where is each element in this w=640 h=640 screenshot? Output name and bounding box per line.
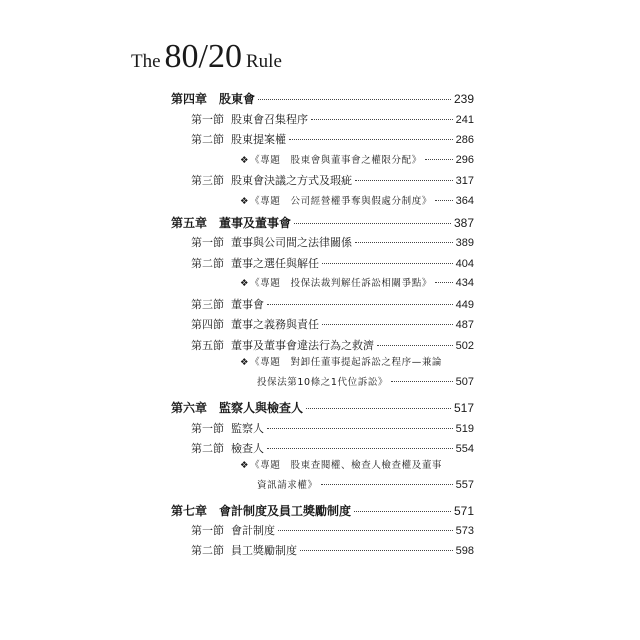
toc-entry-number: 第二節: [191, 133, 224, 146]
dot-leader: [321, 484, 453, 485]
toc-entry-label: [191, 255, 319, 271]
toc-entry-title: 《專題 股東查閱權、檢查人檢查權及董事: [250, 460, 443, 471]
toc-entry-title: 《專題 投保法裁判解任訴訟相關爭點》: [250, 278, 432, 289]
toc-page-number: 507: [455, 376, 474, 388]
diamond-bullet-icon: ❖: [240, 196, 250, 207]
toc-chapter-row[interactable]: [171, 502, 474, 519]
toc-entry-title: 董事及董事會: [219, 216, 292, 230]
toc-section-row[interactable]: [191, 316, 474, 332]
toc-section-row[interactable]: [191, 172, 474, 188]
toc-page-number: 387: [453, 216, 474, 230]
toc-page-number: 519: [455, 423, 474, 435]
toc-section-row[interactable]: [191, 131, 474, 147]
toc-entry-label: [191, 296, 264, 312]
toc-entry-label: [240, 354, 442, 368]
toc-entry-label: [191, 172, 352, 188]
dot-leader: [306, 408, 451, 409]
toc-page-number: 554: [455, 443, 474, 455]
toc-page-number: 389: [455, 237, 474, 249]
toc-entry-number: 第三節: [191, 298, 224, 311]
title-word-rule: Rule: [246, 51, 282, 72]
toc-section-row[interactable]: [191, 337, 474, 353]
toc-page-number: 404: [455, 258, 474, 270]
toc-entry-label: [191, 522, 275, 538]
toc-entry-label: [257, 374, 388, 388]
dot-leader: [278, 530, 453, 531]
toc-entry-label: [191, 111, 308, 127]
dot-leader: [391, 381, 453, 382]
toc-entry-label: [171, 214, 291, 231]
title-word-the: The: [131, 51, 161, 72]
toc-entry-title: 檢查人: [231, 442, 264, 455]
toc-chapter-row[interactable]: [171, 90, 474, 107]
toc-page-number: 286: [455, 134, 474, 146]
toc-entry-number: 第二節: [191, 442, 224, 455]
toc-section-row[interactable]: [191, 111, 474, 127]
toc-entry-title: 員工獎勵制度: [231, 544, 297, 557]
toc-page-number: 502: [455, 340, 474, 352]
toc-special-row[interactable]: [257, 477, 474, 491]
diamond-bullet-icon: ❖: [240, 155, 250, 166]
toc-page-number: 598: [455, 545, 474, 557]
toc-page-number: 571: [453, 504, 474, 518]
title-ratio: 80/20: [164, 38, 242, 75]
dot-leader: [267, 428, 453, 429]
toc-chapter-row[interactable]: [171, 399, 474, 416]
toc-entry-title: 董事會: [231, 298, 264, 311]
toc-entry-label: [171, 399, 303, 416]
toc-entry-title: 股東會: [219, 92, 256, 106]
toc-entry-number: 第三節: [191, 174, 224, 187]
toc-section-row[interactable]: [191, 234, 474, 250]
dot-leader: [267, 304, 453, 305]
toc-special-row[interactable]: [257, 374, 474, 388]
toc-page-number: 517: [453, 401, 474, 415]
toc-entry-number: 第一節: [191, 113, 224, 126]
toc-page-number: 296: [455, 154, 474, 166]
toc-entry-number: 第二節: [191, 257, 224, 270]
toc-section-row[interactable]: [191, 296, 474, 312]
toc-entry-title: 股東會決議之方式及瑕疵: [231, 174, 352, 187]
toc-entry-label: [191, 440, 264, 456]
dot-leader: [435, 282, 453, 283]
toc-page-number: 557: [455, 479, 474, 491]
dot-leader: [377, 345, 453, 346]
toc-special-row[interactable]: [240, 275, 474, 289]
toc-entry-title: 董事之義務與責任: [231, 318, 319, 331]
dot-leader: [311, 119, 453, 120]
dot-leader: [425, 159, 453, 160]
toc-special-row[interactable]: [240, 193, 474, 207]
dot-leader: [355, 242, 453, 243]
toc-entry-number: 第七章: [171, 504, 208, 518]
toc-entry-title: 監察人與檢查人: [219, 401, 304, 415]
toc-chapter-row[interactable]: [171, 214, 474, 231]
toc-entry-label: [191, 337, 374, 353]
toc-entry-label: [257, 477, 318, 491]
toc-page-number: 487: [455, 319, 474, 331]
toc-entry-number: 第一節: [191, 422, 224, 435]
toc-page-number: 239: [453, 92, 474, 106]
toc-entry-label: [191, 131, 286, 147]
toc-section-row[interactable]: [191, 440, 474, 456]
toc-entry-label: [240, 193, 432, 207]
toc-entry-label: [240, 152, 422, 166]
dot-leader: [322, 324, 453, 325]
toc-entry-number: 第一節: [191, 236, 224, 249]
diamond-bullet-icon: ❖: [240, 460, 250, 471]
dot-leader: [294, 223, 451, 224]
toc-entry-number: 第一節: [191, 524, 224, 537]
dot-leader: [300, 550, 453, 551]
toc-section-row[interactable]: [191, 420, 474, 436]
toc-entry-label: [191, 316, 319, 332]
toc-entry-number: 第四節: [191, 318, 224, 331]
toc-entry-title: 《專題 公司經營權爭奪與假處分制度》: [250, 196, 432, 207]
toc-page-number: 434: [455, 277, 474, 289]
toc-entry-title: 《專題 股東會與董事會之權限分配》: [250, 155, 422, 166]
toc-entry-title: 董事與公司間之法律關係: [231, 236, 352, 249]
toc-entry-title: 投保法第10條之1代位訴訟》: [257, 377, 389, 388]
toc-entry-number: 第四章: [171, 92, 208, 106]
dot-leader: [258, 99, 451, 100]
dot-leader: [267, 448, 453, 449]
toc-entry-label: [191, 542, 297, 558]
toc-page-number: 241: [455, 114, 474, 126]
toc-special-row[interactable]: [240, 354, 474, 368]
toc-entry-title: 董事及董事會違法行為之救濟: [231, 339, 374, 352]
toc-entry-number: 第二節: [191, 544, 224, 557]
toc-section-row[interactable]: [191, 542, 474, 558]
toc-entry-title: 監察人: [231, 422, 264, 435]
toc-entry-title: 《專題 對卸任董事提起訴訟之程序—兼論: [250, 357, 443, 368]
diamond-bullet-icon: ❖: [240, 357, 250, 368]
toc-entry-number: 第五章: [171, 216, 208, 230]
toc-entry-label: [240, 457, 442, 471]
toc-entry-label: [191, 420, 264, 436]
toc-entry-label: [191, 234, 352, 250]
dot-leader: [322, 263, 453, 264]
toc-page-number: 364: [455, 195, 474, 207]
dot-leader: [435, 200, 453, 201]
toc-entry-title: 會計制度: [231, 524, 275, 537]
toc-page-number: 317: [455, 175, 474, 187]
toc-entry-title: 資訊請求權》: [257, 480, 318, 491]
diamond-bullet-icon: ❖: [240, 278, 250, 289]
toc-special-row[interactable]: [240, 457, 474, 471]
toc-page-number: 573: [455, 525, 474, 537]
toc-section-row[interactable]: [191, 255, 474, 271]
toc-entry-number: 第六章: [171, 401, 208, 415]
toc-entry-title: 股東提案權: [231, 133, 286, 146]
toc-section-row[interactable]: [191, 522, 474, 538]
toc-entry-label: [171, 502, 351, 519]
toc-entry-title: 股東會召集程序: [231, 113, 308, 126]
toc-entry-label: [171, 90, 255, 107]
toc-entry-number: 第五節: [191, 339, 224, 352]
toc-special-row[interactable]: [240, 152, 474, 166]
toc-entry-label: [240, 275, 432, 289]
dot-leader: [355, 180, 453, 181]
toc-page-number: 449: [455, 299, 474, 311]
toc-entry-title: 會計制度及員工獎勵制度: [219, 504, 352, 518]
dot-leader: [289, 139, 453, 140]
dot-leader: [354, 511, 451, 512]
toc-entry-title: 董事之選任與解任: [231, 257, 319, 270]
